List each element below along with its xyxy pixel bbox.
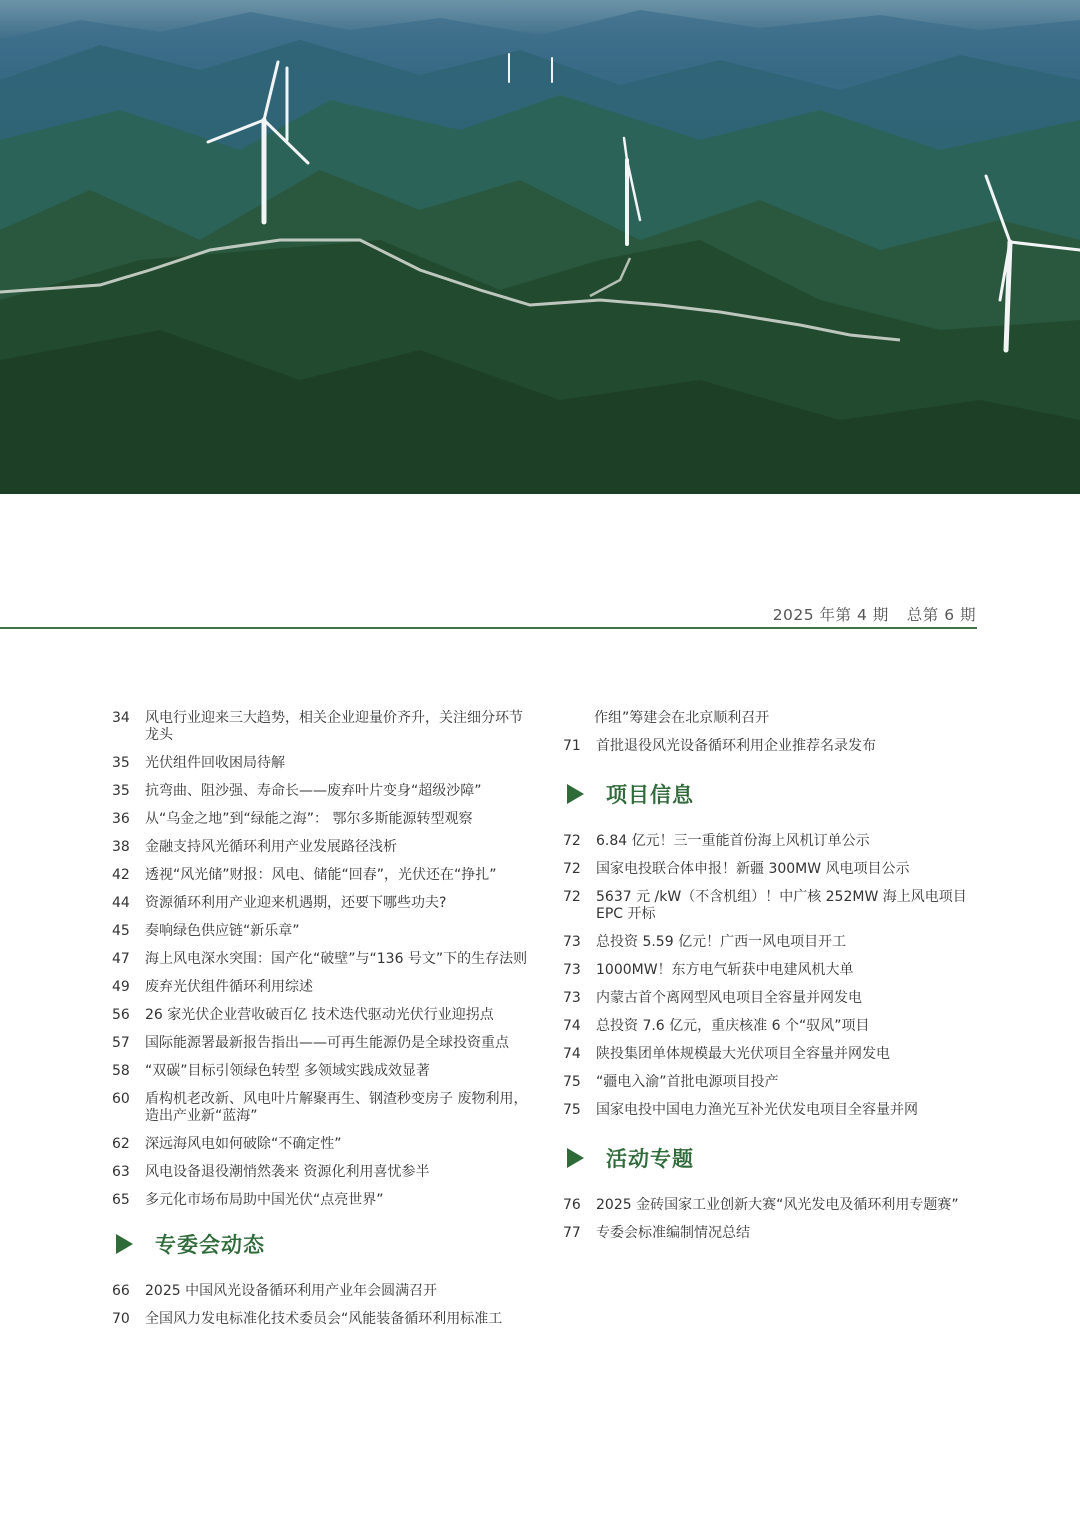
toc-entry[interactable] xyxy=(112,783,532,800)
page-number: 66 xyxy=(112,1283,130,1299)
entry-title: 总投资 7.6 亿元，重庆核准 6 个“驭风”项目 xyxy=(596,1018,870,1034)
toc-entry[interactable] xyxy=(112,710,532,744)
section-title: 项目信息 xyxy=(606,783,694,807)
page-number: 75 xyxy=(563,1074,581,1090)
page-number: 72 xyxy=(563,861,581,877)
page-number: 36 xyxy=(112,811,130,827)
entry-title: 专委会标准编制情况总结 xyxy=(596,1225,750,1241)
section-heading-events xyxy=(563,1143,983,1173)
toc-entry[interactable] xyxy=(112,979,532,996)
toc-entry[interactable] xyxy=(112,1063,532,1080)
page-number: 71 xyxy=(563,738,581,754)
toc-entry[interactable] xyxy=(563,833,983,850)
entry-title: 陕投集团单体规模最大光伏项目全容量并网发电 xyxy=(596,1046,890,1062)
entry-title: 风电行业迎来三大趋势，相关企业迎量价齐升，关注细分环节龙头 xyxy=(145,710,523,743)
page-number: 62 xyxy=(112,1136,130,1152)
page-number: 70 xyxy=(112,1311,130,1327)
page-number: 72 xyxy=(563,833,581,849)
entry-title: 2025 金砖国家工业创新大赛“风光发电及循环利用专题赛” xyxy=(596,1197,959,1213)
page-number: 34 xyxy=(112,710,130,726)
page-number: 35 xyxy=(112,755,130,771)
issue-info xyxy=(773,603,976,625)
page-number: 74 xyxy=(563,1018,581,1034)
toc-entry[interactable] xyxy=(563,861,983,878)
entry-title: 深远海风电如何破除“不确定性” xyxy=(145,1136,342,1152)
entry-title: 金融支持风光循环利用产业发展路径浅析 xyxy=(145,839,397,855)
issue-number: 2025 年第 4 期 xyxy=(772,606,889,624)
entry-title: 海上风电深水突围：国产化“破壁”与“136 号文”下的生存法则 xyxy=(145,951,528,967)
toc-entry[interactable] xyxy=(112,755,532,772)
section-heading-committee xyxy=(112,1229,532,1259)
toc-entry[interactable] xyxy=(563,889,983,923)
toc-entry[interactable] xyxy=(563,1197,983,1214)
entry-title: 多元化市场布局助中国光伏“点亮世界” xyxy=(145,1192,384,1208)
toc-entry[interactable] xyxy=(563,962,983,979)
entry-title: 内蒙古首个离网型风电项目全容量并网发电 xyxy=(596,990,862,1006)
entry-title: 全国风力发电标准化技术委员会“风能装备循环利用标准工 xyxy=(145,1311,503,1327)
page-number: 58 xyxy=(112,1063,130,1079)
section-title: 专委会动态 xyxy=(155,1233,265,1257)
entry-title: 5637 元 /kW（不含机组）！中广核 252MW 海上风电项目 EPC 开标 xyxy=(596,889,967,922)
mountain-landscape-illustration xyxy=(0,0,1080,494)
toc-entry[interactable] xyxy=(563,1102,983,1119)
page-number: 73 xyxy=(563,934,581,950)
entry-title: 透视“风光储”财报：风电、储能“回春”，光伏还在“挣扎” xyxy=(145,867,497,883)
entry-title: 26 家光伏企业营收破百亿 技术迭代驱动光伏行业迎拐点 xyxy=(145,1007,494,1023)
toc-entry[interactable] xyxy=(563,738,983,755)
entry-title: 国家电投联合体申报！新疆 300MW 风电项目公示 xyxy=(596,861,910,877)
entry-title: 总投资 5.59 亿元！广西一风电项目开工 xyxy=(596,934,847,950)
play-triangle-icon xyxy=(567,1148,584,1168)
entry-title: “疆电入渝”首批电源项目投产 xyxy=(596,1074,779,1090)
toc-entry[interactable] xyxy=(563,934,983,951)
entry-continuation: 作组”筹建会在北京顺利召开 xyxy=(594,710,770,726)
page-number: 35 xyxy=(112,783,130,799)
toc-entry[interactable] xyxy=(112,1311,532,1328)
entry-title: 风电设备退役潮悄然袭来 资源化利用喜忧参半 xyxy=(145,1164,430,1180)
toc-entry[interactable] xyxy=(112,811,532,828)
toc-entry[interactable] xyxy=(112,839,532,856)
page-number: 73 xyxy=(563,990,581,1006)
page-number: 65 xyxy=(112,1192,130,1208)
play-triangle-icon xyxy=(567,784,584,804)
page-number: 57 xyxy=(112,1035,130,1051)
page-number: 45 xyxy=(112,923,130,939)
toc-entry[interactable] xyxy=(563,1018,983,1035)
entry-title: 奏响绿色供应链“新乐章” xyxy=(145,923,300,939)
toc-entry[interactable] xyxy=(112,1192,532,1209)
toc-entry[interactable] xyxy=(112,867,532,884)
toc-entry[interactable] xyxy=(563,1225,983,1242)
entry-title: 首批退役风光设备循环利用企业推荐名录发布 xyxy=(596,738,876,754)
page-number: 47 xyxy=(112,951,130,967)
toc-right-column xyxy=(563,710,983,1253)
toc-entry[interactable] xyxy=(112,1035,532,1052)
entry-title: 从“乌金之地”到“绿能之海”： 鄂尔多斯能源转型观察 xyxy=(145,811,473,827)
entry-title: 6.84 亿元！三一重能首份海上风机订单公示 xyxy=(596,833,870,849)
toc-entry[interactable] xyxy=(563,1046,983,1063)
page-number: 72 xyxy=(563,889,581,905)
toc-entry[interactable] xyxy=(563,1074,983,1091)
toc-entry[interactable] xyxy=(112,1091,532,1125)
toc-entry[interactable] xyxy=(112,923,532,940)
toc-entry[interactable] xyxy=(112,895,532,912)
hero-photo xyxy=(0,0,1080,494)
entry-title: 废弃光伏组件循环利用综述 xyxy=(145,979,313,995)
toc-entry[interactable] xyxy=(112,1136,532,1153)
page-number: 44 xyxy=(112,895,130,911)
toc-entry[interactable] xyxy=(112,1164,532,1181)
page-number: 38 xyxy=(112,839,130,855)
entry-title: 国际能源署最新报告指出——可再生能源仍是全球投资重点 xyxy=(145,1035,509,1051)
toc-entry[interactable] xyxy=(112,951,532,968)
entry-title: 2025 中国风光设备循环利用产业年会圆满召开 xyxy=(145,1283,438,1299)
toc-entry[interactable] xyxy=(112,1283,532,1300)
page-number: 76 xyxy=(563,1197,581,1213)
entry-title: 光伏组件回收困局待解 xyxy=(145,755,285,771)
play-triangle-icon xyxy=(116,1234,133,1254)
entry-title: 盾构机老改新、风电叶片解聚再生、钢渣秒变房子 废物利用，造出产业新“蓝海” xyxy=(145,1091,528,1124)
entry-title: 国家电投中国电力渔光互补光伏发电项目全容量并网 xyxy=(596,1102,918,1118)
page-number: 63 xyxy=(112,1164,130,1180)
entry-title: “双碳”目标引领绿色转型 多领域实践成效显著 xyxy=(145,1063,430,1079)
page-number: 60 xyxy=(112,1091,130,1107)
page-number: 49 xyxy=(112,979,130,995)
page-number: 75 xyxy=(563,1102,581,1118)
page-number: 42 xyxy=(112,867,130,883)
entry-title: 1000MW！东方电气斩获中电建风机大单 xyxy=(596,962,854,978)
section-title: 活动专题 xyxy=(606,1147,694,1171)
toc-entry[interactable] xyxy=(112,1007,532,1024)
page-number: 56 xyxy=(112,1007,130,1023)
entry-title: 抗弯曲、阻沙强、寿命长——废弃叶片变身“超级沙障” xyxy=(145,783,482,799)
toc-entry[interactable] xyxy=(563,990,983,1007)
total-issue-number: 总第 6 期 xyxy=(906,606,976,624)
toc-left-column xyxy=(112,710,532,1339)
page-number: 73 xyxy=(563,962,581,978)
section-heading-projects xyxy=(563,779,983,809)
header-divider xyxy=(0,627,977,629)
page-number: 77 xyxy=(563,1225,581,1241)
entry-title: 资源循环利用产业迎来机遇期，还要下哪些功夫? xyxy=(145,895,447,911)
page-number: 74 xyxy=(563,1046,581,1062)
